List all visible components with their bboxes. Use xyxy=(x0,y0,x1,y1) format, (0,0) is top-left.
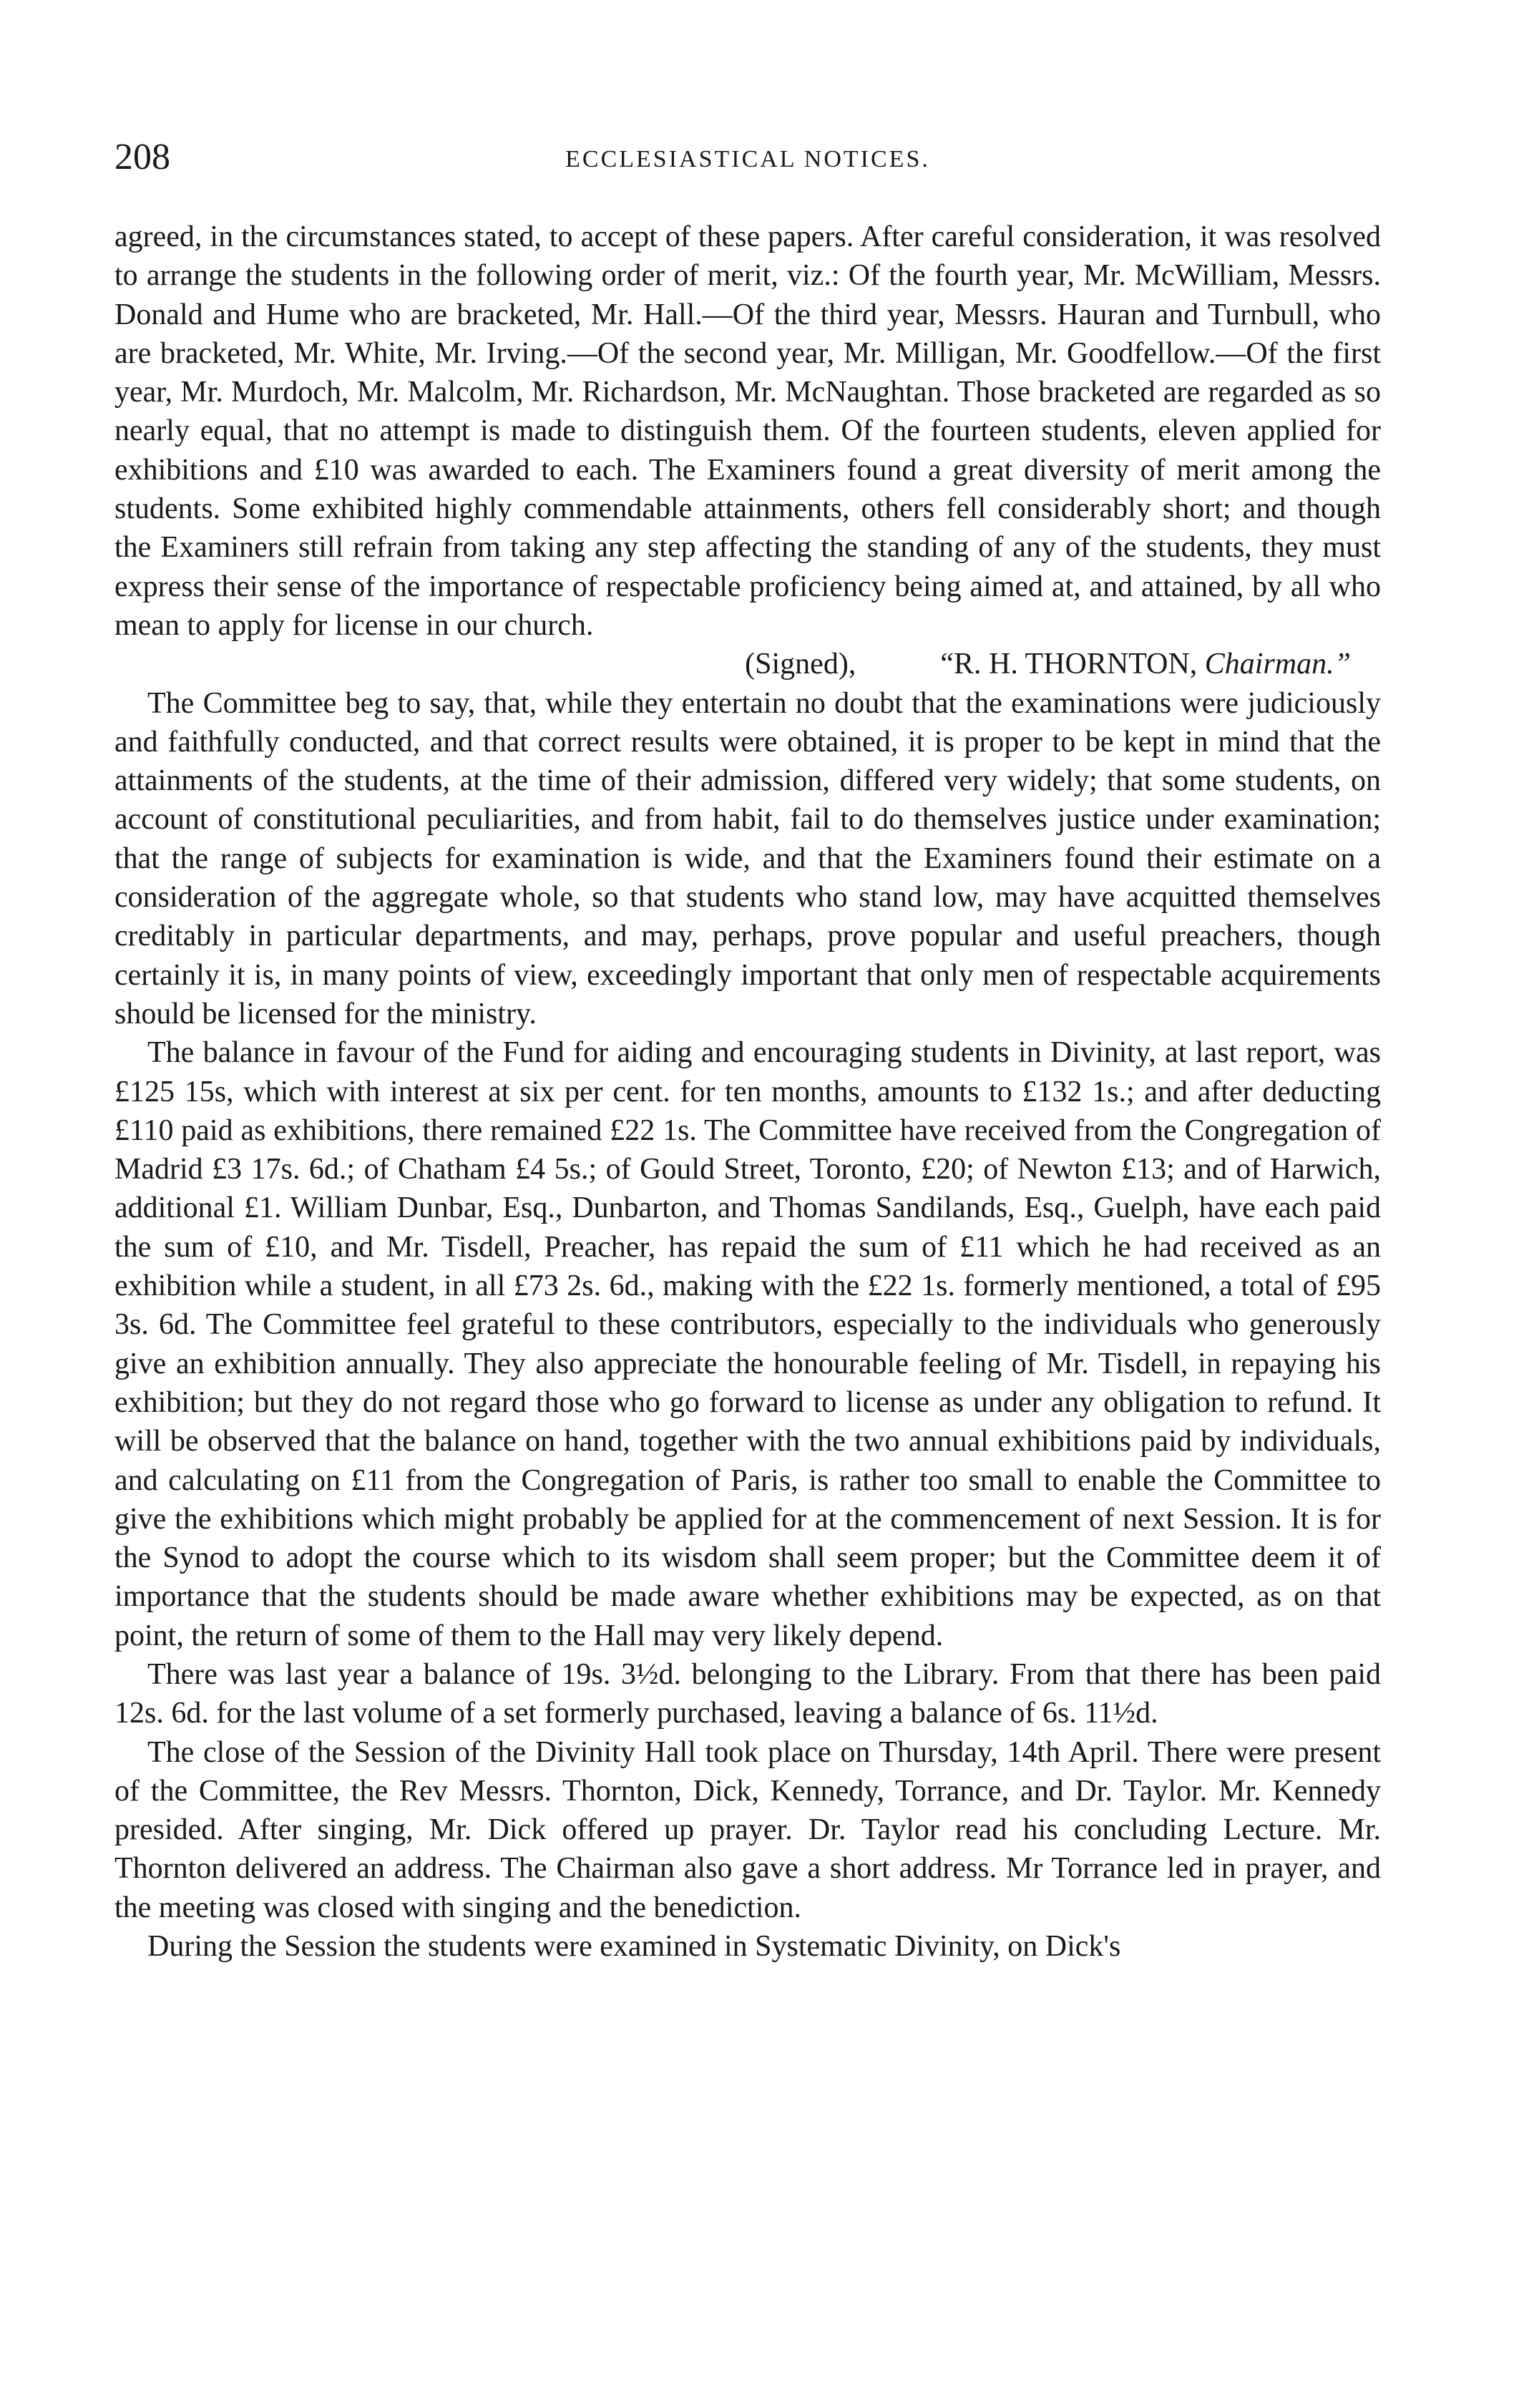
paragraph-examiners-report: agreed, in the circumstances stated, to accept of these papers. After careful consideration, it was resolved to arrange the students in the following order of merit, viz.: Of the fourth year, Mr. McWilliam, Messrs. Donald and Hume who are bracketed, Mr. Hall.—Of the third year, Messrs. Hauran and Turnbull, who are bracketed, Mr. White, Mr. Irving.—Of the second year, Mr. Milligan, Mr. Goodfellow.—Of the first year, Mr. Murdoch, Mr. Malcolm, Mr. Richardson, Mr. McNaughtan. Those bracketed are regarded as so nearly equal, that no attempt is made to distinguish them. Of the fourteen students, eleven applied for exhibitions and £10 was awarded to each. The Examiners found a great diversity of merit among the students. Some exhibited highly commendable attainments, others fell considerably short; and though the Examiners still refrain from taking any step affecting the standing of any of the students, they must express their sense of the importance of respectable proficiency being aimed at, and attained, by all who mean to apply for license in our church. xyxy=(114,220,1381,642)
running-head: ECCLESIASTICAL NOTICES. xyxy=(565,146,930,172)
paragraph-committee-remarks: The Committee beg to say, that, while they entertain no doubt that the examinations were judiciously and faithfully conducted, and that correct results were obtained, it is proper to be kept in mind that the attainments of the students, at the time of their admission, differed very widely; that some students, on account of constitutional peculiarities, and from habit, fail to do themselves justice under examination; that the range of subjects for examination is wide, and that the Examiners found their estimate on a consideration of the aggregate whole, so that students who stand low, may have acquitted themselves creditably in particular departments, and may, perhaps, prove popular and useful preachers, though certainly it is, in many points of view, exceedingly important that only men of respectable acquirements should be licensed for the ministry. xyxy=(114,686,1381,1030)
paragraph-session-close: The close of the Session of the Divinity Hall took place on Thursday, 14th April. There were present of the Committee, the Rev Messrs. Thornton, Dick, Kennedy, Torrance, and Dr. Taylor. Mr. Kennedy presided. After singing, Mr. Dick offered up prayer. Dr. Taylor read his concluding Lecture. Mr. Thornton delivered an address. The Chairman also gave a short address. Mr Torrance led in prayer, and the meeting was closed with singing and the benediction. xyxy=(114,1735,1381,1924)
document-page xyxy=(114,136,1381,1966)
signatory xyxy=(940,645,1351,683)
paragraph-library-balance: There was last year a balance of 19s. 3½d. belonging to the Library. From that there has been paid 12s. 6d. for the last volume of a set formerly purchased, leaving a balance of 6s. 11½d. xyxy=(114,1657,1381,1730)
signed-label: (Signed), xyxy=(745,648,856,681)
page-number: 208 xyxy=(114,137,170,177)
signatory-name: “R. H. THORNTON, xyxy=(940,648,1198,681)
body-text xyxy=(114,218,1381,1966)
signatory-title: Chairman.” xyxy=(1204,648,1351,681)
paragraph-examinations: During the Session the students were examined in Systematic Divinity, on Dick's xyxy=(147,1930,1121,1964)
signature-block xyxy=(114,645,1381,683)
paragraph-fund-balance: The balance in favour of the Fund for aiding and encouraging students in Divinity, at last report, was £125 15s, which with interest at six per cent. for ten months, amounts to £132 1s.; and after deducting £110 paid as exhibitions, there remained £22 1s. The Committee have received from the Congregation of Madrid £3 17s. 6d.; of Chatham £4 5s.; of Gould Street, Toronto, £20; of Newton £13; and of Harwich, additional £1. William Dunbar, Esq., Dunbarton, and Thomas Sandilands, Esq., Guelph, have each paid the sum of £10, and Mr. Tisdell, Preacher, has repaid the sum of £11 which he had received as an exhibition while a student, in all £73 2s. 6d., making with the £22 1s. formerly mentioned, a total of £95 3s. 6d. The Committee feel grateful to these contributors, especially to the individuals who generously give an exhibition annually. They also appreciate the honourable feeling of Mr. Tisdell, in repaying his exhibition; but they do not regard those who go forward to license as under any obligation to refund. It will be observed that the balance on hand, together with the two annual exhibitions paid by individuals, and calculating on £11 from the Congregation of Paris, is rather too small to enable the Committee to give the exhibitions which might probably be applied for at the commencement of next Session. It is for the Synod to adopt the course which to its wisdom shall seem proper; but the Committee deem it of importance that the students should be made aware whether exhibitions may be expected, as on that point, the return of some of them to the Hall may very likely depend. xyxy=(114,1036,1381,1652)
page-header xyxy=(114,136,1381,186)
